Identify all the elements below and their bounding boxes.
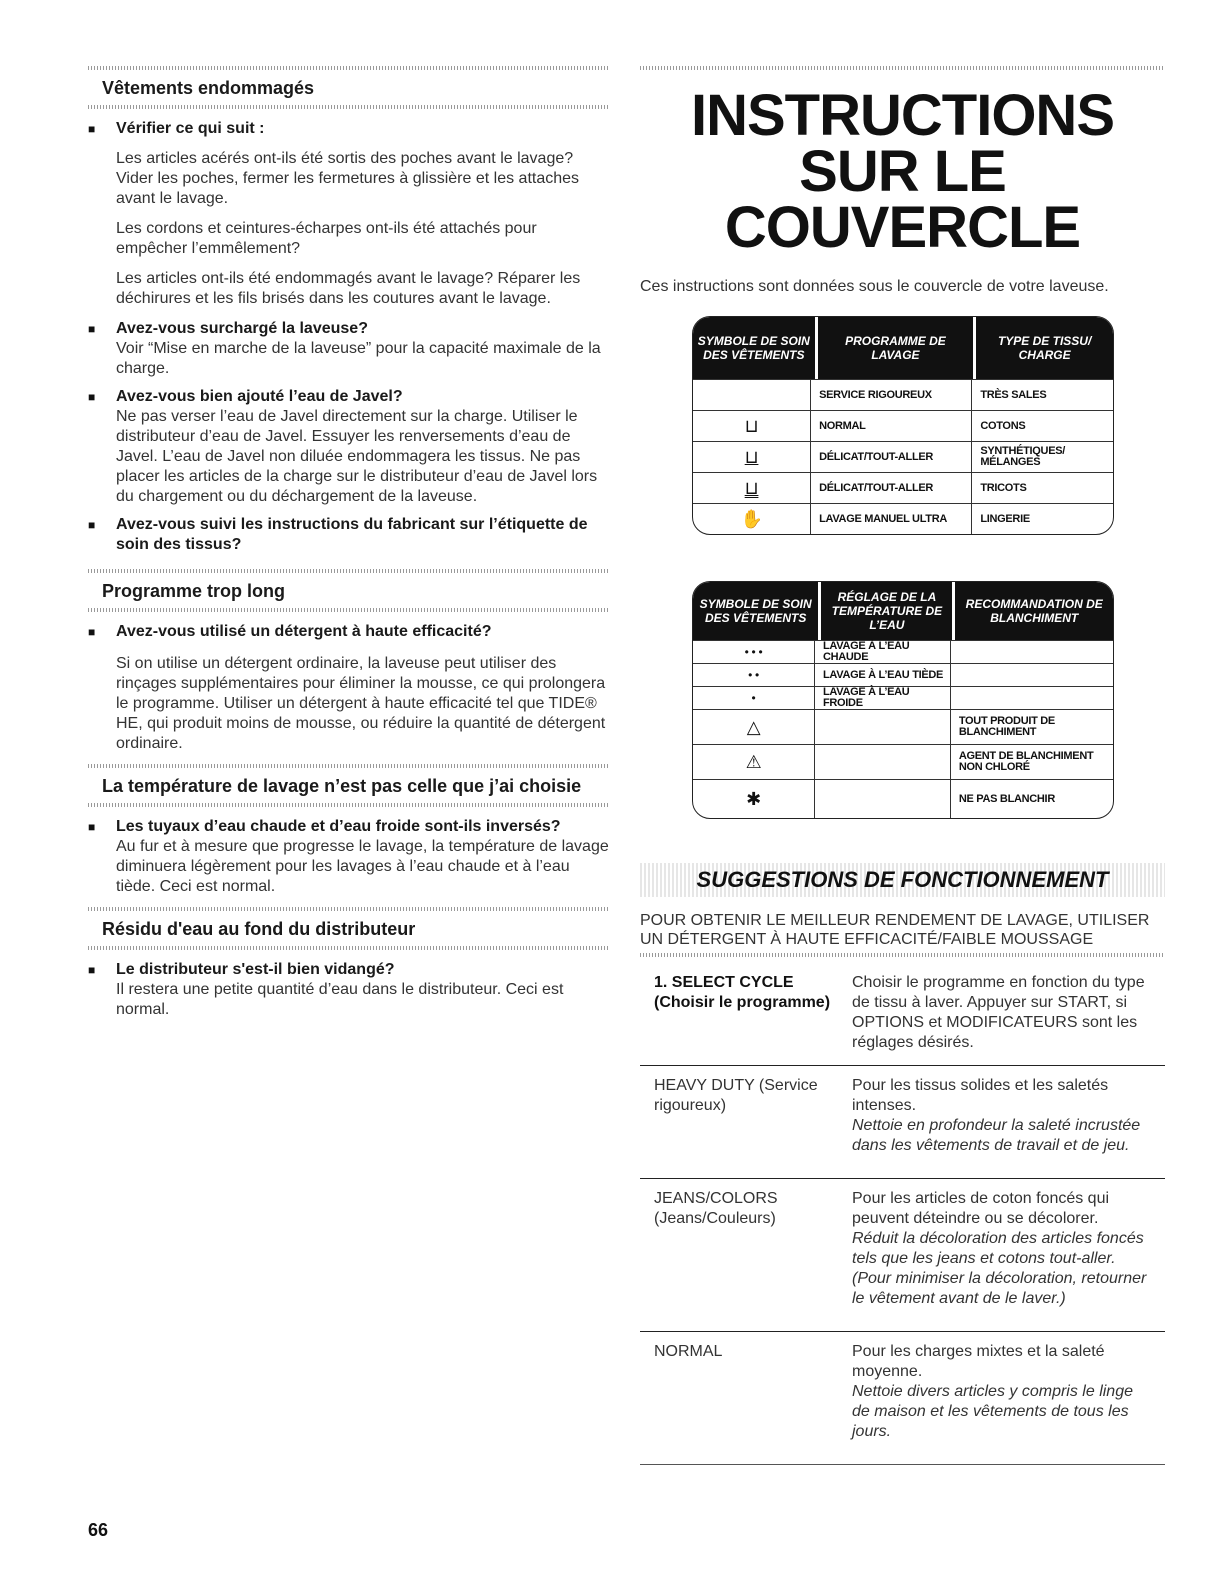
question: ■ Avez-vous bien ajouté l’eau de Javel?: [116, 388, 403, 405]
table-cell: SERVICE RIGOUREUX: [811, 380, 972, 410]
divider: [88, 66, 610, 70]
list-item: [88, 387, 610, 507]
washtub-icon: ⊔: [693, 442, 811, 472]
header-cell: TYPE DE TISSU/ CHARGE: [997, 334, 1092, 362]
bleach-table: [692, 581, 1114, 819]
cycle-description: Pour les charges mixtes et la saleté moyenne. Nettoie divers articles y compris le linge de maison et les vêtements de tous les jours.: [852, 1343, 1133, 1440]
table-row: [693, 472, 1113, 503]
section-banner: [640, 863, 1165, 897]
intro-text: Ces instructions sont données sous le couvercle de votre laveuse.: [640, 278, 1109, 295]
crossed-triangle-icon: ✱: [693, 780, 815, 818]
right-column: [640, 66, 1165, 1465]
section-residue: [88, 907, 610, 950]
header-cell: RÉGLAGE DE LA TEMPÉRATURE DE L’EAU: [821, 582, 955, 640]
divider: [88, 946, 610, 950]
table-row: [693, 779, 1113, 818]
paragraph: Les articles acérés ont-ils été sortis des poches avant le lavage?: [116, 150, 574, 167]
table-cell: AGENT DE BLANCHIMENT NON CHLORÉ: [958, 750, 1094, 773]
table-row: [693, 379, 1113, 410]
cycle-description: Choisir le programme en fonction du type de tissu à laver. Appuyer sur START, si OPTIONS et MODIFICATEURS sont les réglages désirés.: [852, 974, 1145, 1051]
cycle-row: [640, 1179, 1165, 1332]
cycle-name: 1. SELECT CYCLE (Choisir le programme): [654, 974, 831, 1011]
question: ■ Le distributeur s'est-il bien vidangé?: [116, 961, 395, 978]
care-symbol: [693, 380, 811, 410]
paragraph: Ne pas verser l’eau de Javel directement sur la charge. Utiliser le distributeur d’eau de Javel. Essuyer les renversements d’eau de Javel. L’eau de Javel non diluée endommagera les tissus. Ne pas placer les articles de la charge sur le distributeur d’eau de Javel lors du chargement ou du déchargement de la laveuse.: [116, 408, 598, 505]
list-item: [88, 622, 610, 754]
cycle-row: [640, 963, 1165, 1066]
question: ■ Vérifier ce qui suit :: [116, 120, 265, 137]
paragraph: Les cordons et ceintures-écharpes ont-ils été attachés pour empêcher l’emmêlement?: [116, 220, 537, 257]
washtub-icon: ⊔: [693, 411, 811, 441]
divider: [88, 105, 610, 109]
question: ■ Avez-vous utilisé un détergent à haute efficacité?: [116, 623, 492, 640]
bullet-list: [88, 817, 610, 897]
cycle-list: [640, 963, 1165, 1465]
table-row: [693, 663, 1113, 686]
bullet-list: [88, 960, 610, 1020]
section-heading: La température de lavage n’est pas celle que j’ai choisie: [102, 776, 582, 796]
table-header: [693, 317, 1113, 379]
table-cell: DÉLICAT/TOUT-ALLER: [811, 473, 972, 503]
section-damaged-clothes: [88, 66, 610, 109]
page-title: [640, 83, 1165, 260]
cycle-description: Pour les tissus solides et les saletés intenses. Nettoie en profondeur la saleté incrustée dans les vêtements de travail et de jeu.: [852, 1077, 1141, 1154]
table-cell: DÉLICAT/TOUT-ALLER: [811, 442, 972, 472]
divider: [88, 907, 610, 911]
cycle-name: HEAVY DUTY (Service rigoureux): [654, 1077, 818, 1114]
section-heading: Programme trop long: [102, 581, 286, 601]
table-cell: [951, 687, 1113, 709]
paragraph: Voir “Mise en marche de la laveuse” pour la capacité maximale de la charge.: [116, 340, 601, 377]
cycle-name: NORMAL: [654, 1343, 723, 1360]
paragraph: Au fur et à mesure que progresse le lavage, la température de lavage diminuera légèrement pour les lavages à l’eau chaude et à l’eau tiède. Ceci est normal.: [116, 838, 609, 895]
divider: [88, 764, 610, 768]
table-row: [693, 744, 1113, 779]
table-cell: TRÈS SALES: [980, 388, 1047, 401]
table-row: [693, 686, 1113, 709]
table-header: [693, 582, 1113, 640]
header-cell: SYMBOLE DE SOIN DES VÊTEMENTS: [693, 582, 821, 640]
banner-label: SUGGESTIONS DE FONCTIONNEMENT: [696, 867, 1109, 892]
table-cell: LAVAGE MANUEL ULTRA: [811, 504, 972, 534]
header-cell: SYMBOLE DE SOIN DES VÊTEMENTS: [693, 317, 818, 379]
washtub-icon: ⊔: [693, 473, 811, 503]
list-item: [88, 515, 610, 555]
divider: [88, 803, 610, 807]
list-item: [88, 119, 610, 309]
paragraph: Si on utilise un détergent ordinaire, la laveuse peut utiliser des rinçages supplémentaires pour éliminer la mousse, ce qui prolongera le programme. Utiliser un détergent à haute efficacité tel que TIDE® HE, qui produit moins de mousse, ou réduire la quantité de détergent ordinaire.: [116, 655, 606, 752]
triangle-icon: △: [693, 710, 815, 744]
table-cell: TRICOTS: [980, 481, 1027, 494]
table-cell: [815, 710, 951, 744]
left-column: [88, 66, 610, 1028]
table-cell: [951, 664, 1113, 686]
table-cell: LAVAGE À L’EAU TIÈDE: [815, 664, 951, 686]
cycle-row: [640, 1066, 1165, 1179]
list-item: [88, 960, 610, 1020]
question: ■ Avez-vous surchargé la laveuse?: [116, 320, 368, 337]
table-cell: LINGERIE: [980, 512, 1030, 525]
paragraph: Il restera une petite quantité d’eau dans le distributeur. Ceci est normal.: [116, 981, 564, 1018]
table-row: [693, 640, 1113, 663]
table-cell: LAVAGE À L’EAU FROIDE: [815, 687, 951, 709]
section-heading: Résidu d'eau au fond du distributeur: [102, 919, 416, 939]
table-cell: COTONS: [980, 419, 1026, 432]
cycle-row: [640, 1332, 1165, 1465]
question: ■ Les tuyaux d’eau chaude et d’eau froide sont-ils inversés?: [116, 818, 561, 835]
table-row: [693, 503, 1113, 534]
table-cell: NE PAS BLANCHIR: [958, 792, 1055, 805]
section-heading: Vêtements endommagés: [102, 78, 315, 98]
temp-dots: • • •: [693, 641, 815, 663]
divider: [88, 608, 610, 612]
table-cell: NORMAL: [811, 411, 972, 441]
paragraph: Vider les poches, fermer les fermetures à glissière et les attaches avant le lavage.: [116, 170, 580, 207]
divider: [88, 569, 610, 573]
list-item: [88, 817, 610, 897]
header-cell: RECOMMANDATION DE BLANCHIMENT: [965, 597, 1103, 625]
title-line-2: COUVERCLE: [724, 195, 1081, 260]
hand-wash-icon: ✋: [693, 504, 811, 534]
section-temperature: [88, 764, 610, 807]
paragraph: Les articles ont-ils été endommagés avant le lavage? Réparer les déchirures et les fils brisés dans les coutures avant le lavage.: [116, 270, 581, 307]
temp-dots: •: [693, 687, 815, 709]
striped-triangle-icon: ⚠: [693, 745, 815, 779]
header-cell: PROGRAMME DE LAVAGE: [818, 317, 977, 379]
bullet-list: [88, 622, 610, 754]
table-cell: LAVAGE À L’EAU CHAUDE: [815, 641, 951, 663]
table-cell: [815, 780, 951, 818]
cycle-name: JEANS/COLORS (Jeans/Couleurs): [654, 1190, 778, 1227]
question: ■ Avez-vous suivi les instructions du fabricant sur l’étiquette de soin des tissus?: [116, 516, 588, 553]
title-line-1: INSTRUCTIONS SUR LE: [691, 83, 1114, 204]
table-cell: [815, 745, 951, 779]
table-row: [693, 709, 1113, 744]
cycle-table: [692, 316, 1114, 535]
section-long-cycle: [88, 569, 610, 612]
cycle-description: Pour les articles de coton foncés qui peuvent déteindre ou se décolorer. Réduit la décoloration des articles foncés tels que les jeans et cotons tout-aller. (Pour minimiser la décoloration, retourner le vêtement avant de le laver.): [852, 1190, 1147, 1307]
temp-dots: • •: [693, 664, 815, 686]
page-number: 66: [88, 1520, 109, 1540]
table-row: [693, 441, 1113, 472]
divider: [640, 953, 1165, 957]
bullet-list: [88, 119, 610, 555]
table-cell: SYNTHÉTIQUES/ MÉLANGES: [980, 445, 1066, 468]
table-row: [693, 410, 1113, 441]
table-cell: [951, 641, 1113, 663]
recommendation-text: POUR OBTENIR LE MEILLEUR RENDEMENT DE LAVAGE, UTILISER UN DÉTERGENT À HAUTE EFFICACITÉ/FAIBLE MOUSSAGE: [640, 912, 1150, 948]
table-cell: TOUT PRODUIT DE BLANCHIMENT: [958, 715, 1055, 738]
divider: [640, 66, 1165, 70]
list-item: [88, 319, 610, 379]
